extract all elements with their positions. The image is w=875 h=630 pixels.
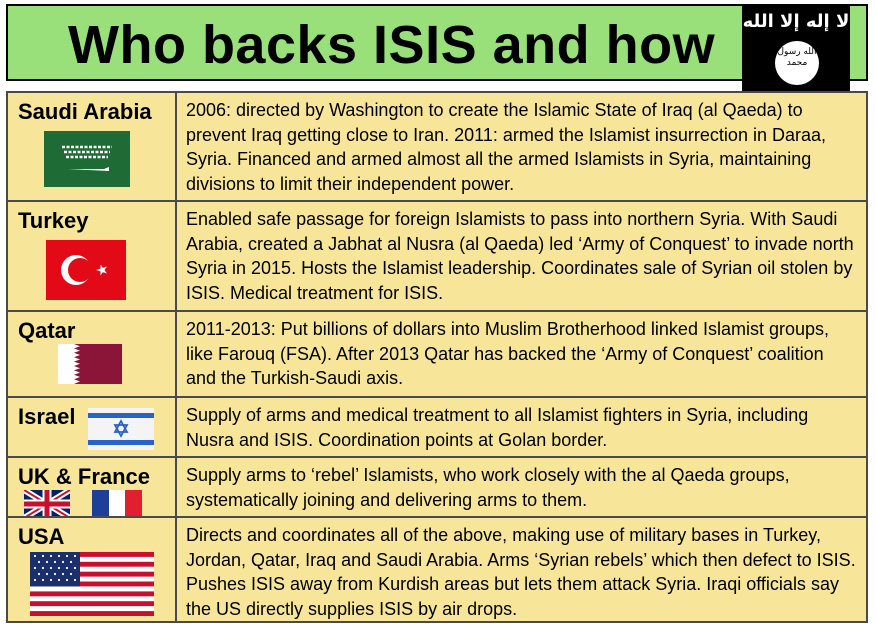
qatar-flag-icon xyxy=(58,344,122,384)
table-row xyxy=(8,456,866,516)
table-row xyxy=(8,310,866,396)
country-name: Turkey xyxy=(18,208,89,233)
title-banner xyxy=(6,4,868,81)
saudi-arabia-flag-icon xyxy=(44,131,130,187)
column-divider xyxy=(175,312,177,396)
country-name: Israel xyxy=(18,404,76,429)
logo-seal: الله رسول محمد xyxy=(775,41,819,85)
turkey-flag-icon xyxy=(46,240,126,300)
country-name: Qatar xyxy=(18,318,76,343)
row-description: Directs and coordinates all of the above, making use of military bases in Turkey, Jordan, Qatar, Iraq and Saudi Arabia. Arms ‘Syrian rebels’ which then defect to ISIS. Pushes ISIS away from Kurdish areas but lets them attack Syria. Iraqi officials say the US directly supplies ISIS by air drops. xyxy=(186,525,856,619)
column-divider xyxy=(175,458,177,516)
usa-flag-icon xyxy=(30,552,154,616)
row-description: Supply of arms and medical treatment to all Islamist fighters in Syria, including Nusra and ISIS. Coordination points at Golan border. xyxy=(186,405,809,450)
column-divider xyxy=(175,93,177,200)
backers-table xyxy=(6,91,868,623)
country-name: USA xyxy=(18,524,65,549)
france-flag-icon xyxy=(92,490,142,518)
country-name: Saudi Arabia xyxy=(18,99,152,124)
israel-flag-icon xyxy=(88,408,154,450)
table-row xyxy=(8,516,866,621)
logo-script-text: لا إله إلا الله xyxy=(742,11,850,32)
uk-flag-icon xyxy=(24,490,70,518)
table-row xyxy=(8,93,866,200)
column-divider xyxy=(175,518,177,621)
page-title: Who backs ISIS and how xyxy=(68,15,716,75)
column-divider xyxy=(175,202,177,310)
table-row xyxy=(8,396,866,456)
row-description: Supply arms to ‘rebel’ Islamists, who work closely with the al Qaeda groups, systematically joining and delivering arms to them. xyxy=(186,465,790,510)
row-description: Enabled safe passage for foreign Islamists to pass into northern Syria. With Saudi Arabia, created a Jabhat al Nusra (al Qaeda) led ‘Army of Conquest’ to invade north Syria in 2015. Hosts the Islamist leadership. Coordinates sale of Syrian oil stolen by ISIS. Medical treatment for ISIS. xyxy=(186,209,854,303)
row-description: 2011-2013: Put billions of dollars into Muslim Brotherhood linked Islamist groups, like Farouq (FSA). After 2013 Qatar has backed the ‘Army of Conquest’ coalition and the Turkish-Saudi axis. xyxy=(186,319,829,388)
country-name: UK & France xyxy=(18,464,151,489)
isis-flag-logo xyxy=(742,5,850,93)
column-divider xyxy=(175,398,177,456)
row-description: 2006: directed by Washington to create the Islamic State of Iraq (al Qaeda) to prevent Iraq getting close to Iran. 2011: armed the Islamist insurrection in Daraa, Syria. Financed and armed almost all the armed Islamists in Syria, maintaining divisions to limit their independent power. xyxy=(186,100,826,194)
table-row xyxy=(8,200,866,310)
